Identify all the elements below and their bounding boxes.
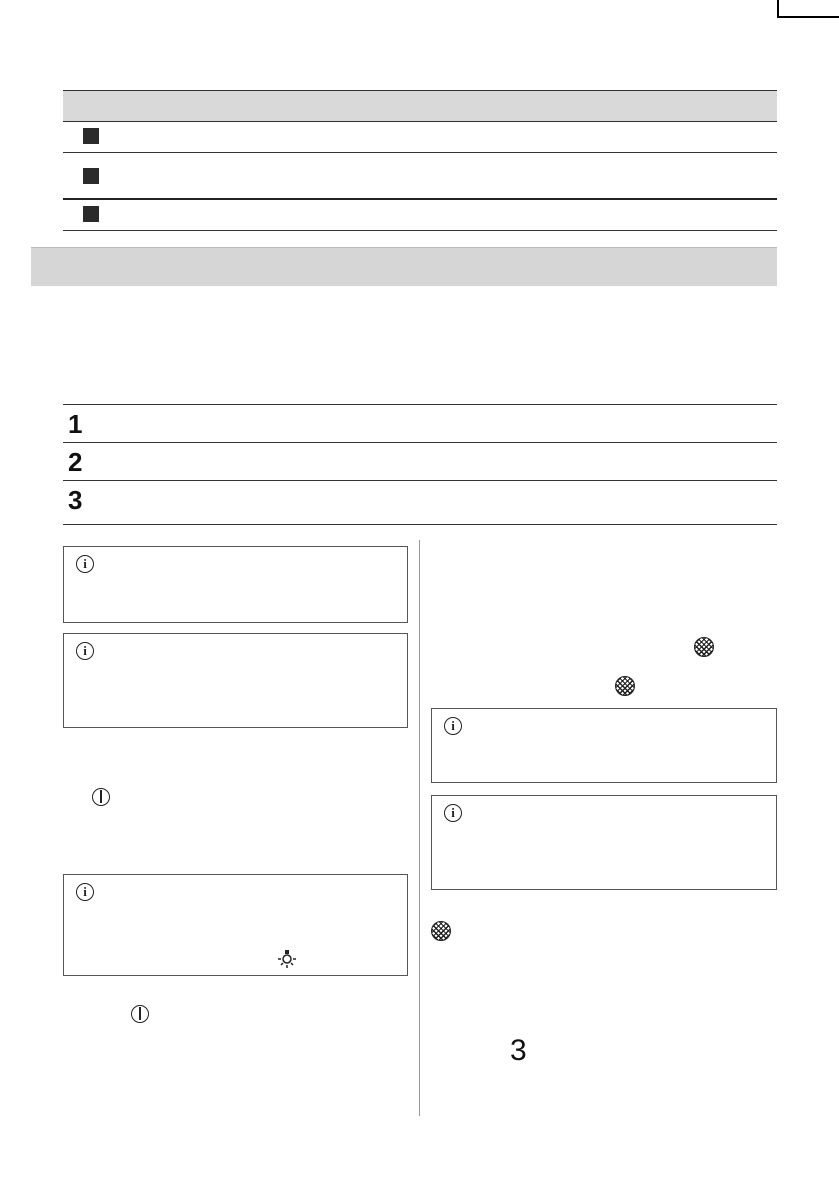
power-icon — [131, 1005, 149, 1023]
row-number: 1 — [68, 409, 83, 439]
fan-hatched-icon — [615, 676, 635, 696]
table-bottom-rule — [63, 524, 777, 525]
info-icon: i — [444, 804, 462, 822]
info-icon: i — [444, 717, 462, 735]
table-row — [63, 404, 777, 443]
power-icon — [92, 788, 110, 806]
step-number: 3 — [510, 1034, 527, 1067]
table-row — [63, 442, 777, 481]
fan-hatched-icon — [694, 637, 714, 657]
info-note — [431, 795, 777, 890]
light-icon — [277, 949, 297, 969]
info-icon: i — [76, 555, 94, 573]
info-note — [63, 633, 408, 728]
info-icon: i — [76, 883, 94, 901]
corner-mark — [777, 0, 839, 18]
info-note — [63, 546, 408, 623]
square-key-icon — [83, 206, 99, 222]
square-key-icon — [83, 168, 99, 184]
table1-header — [63, 90, 777, 122]
info-note — [431, 708, 777, 783]
table-row — [63, 121, 777, 153]
fan-hatched-icon — [431, 921, 451, 941]
info-icon: i — [76, 642, 94, 660]
info-note — [63, 874, 408, 976]
table-row — [63, 153, 777, 200]
row-number: 2 — [68, 447, 83, 477]
section-heading-band — [31, 247, 777, 286]
table-row — [63, 200, 777, 231]
row-number: 3 — [68, 485, 83, 515]
table-row — [63, 480, 777, 525]
square-key-icon — [83, 128, 99, 144]
column-divider — [419, 540, 420, 1116]
